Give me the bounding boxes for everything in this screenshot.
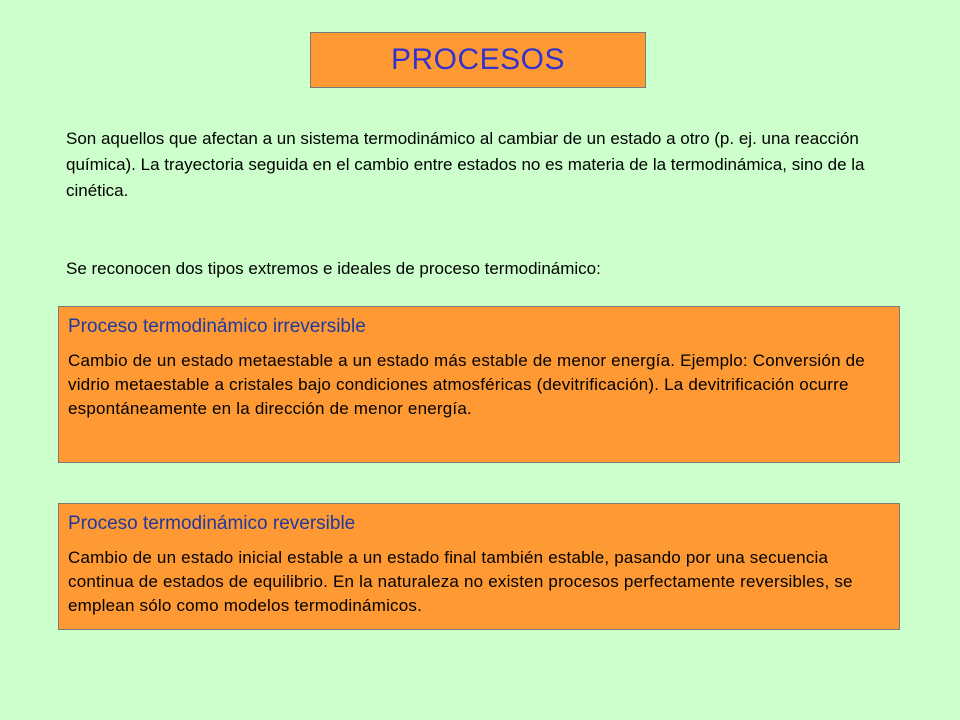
title-box [310, 32, 646, 88]
page-title: PROCESOS [390, 43, 566, 76]
card-body: Cambio de un estado inicial estable a un estado final también estable, pasando por una secuencia continua de estados de equilibrio. En la naturaleza no existen procesos perfectamente reversibles, se emplean sólo como modelos termodinámicos. [68, 548, 853, 615]
reversible-process-card [58, 503, 900, 630]
card-heading: Proceso termodinámico irreversible [68, 316, 366, 337]
irreversible-process-card [58, 306, 900, 463]
card-heading: Proceso termodinámico reversible [68, 513, 356, 534]
intro-paragraph: Son aquellos que afectan a un sistema termodinámico al cambiar de un estado a otro (p. ej. una reacción química). La trayectoria seguida en el cambio entre estados no es materia de la termodinámica, sino de la cinética. [66, 129, 865, 200]
lead-paragraph: Se reconocen dos tipos extremos e ideales de proceso termodinámico: [66, 259, 601, 278]
card-body: Cambio de un estado metaestable a un estado más estable de menor energía. Ejemplo: Conversión de vidrio metaestable a cristales bajo condiciones atmosféricas (devitrificación). La devitrificación ocurre espontáneamente en la dirección de menor energía. [68, 351, 865, 418]
